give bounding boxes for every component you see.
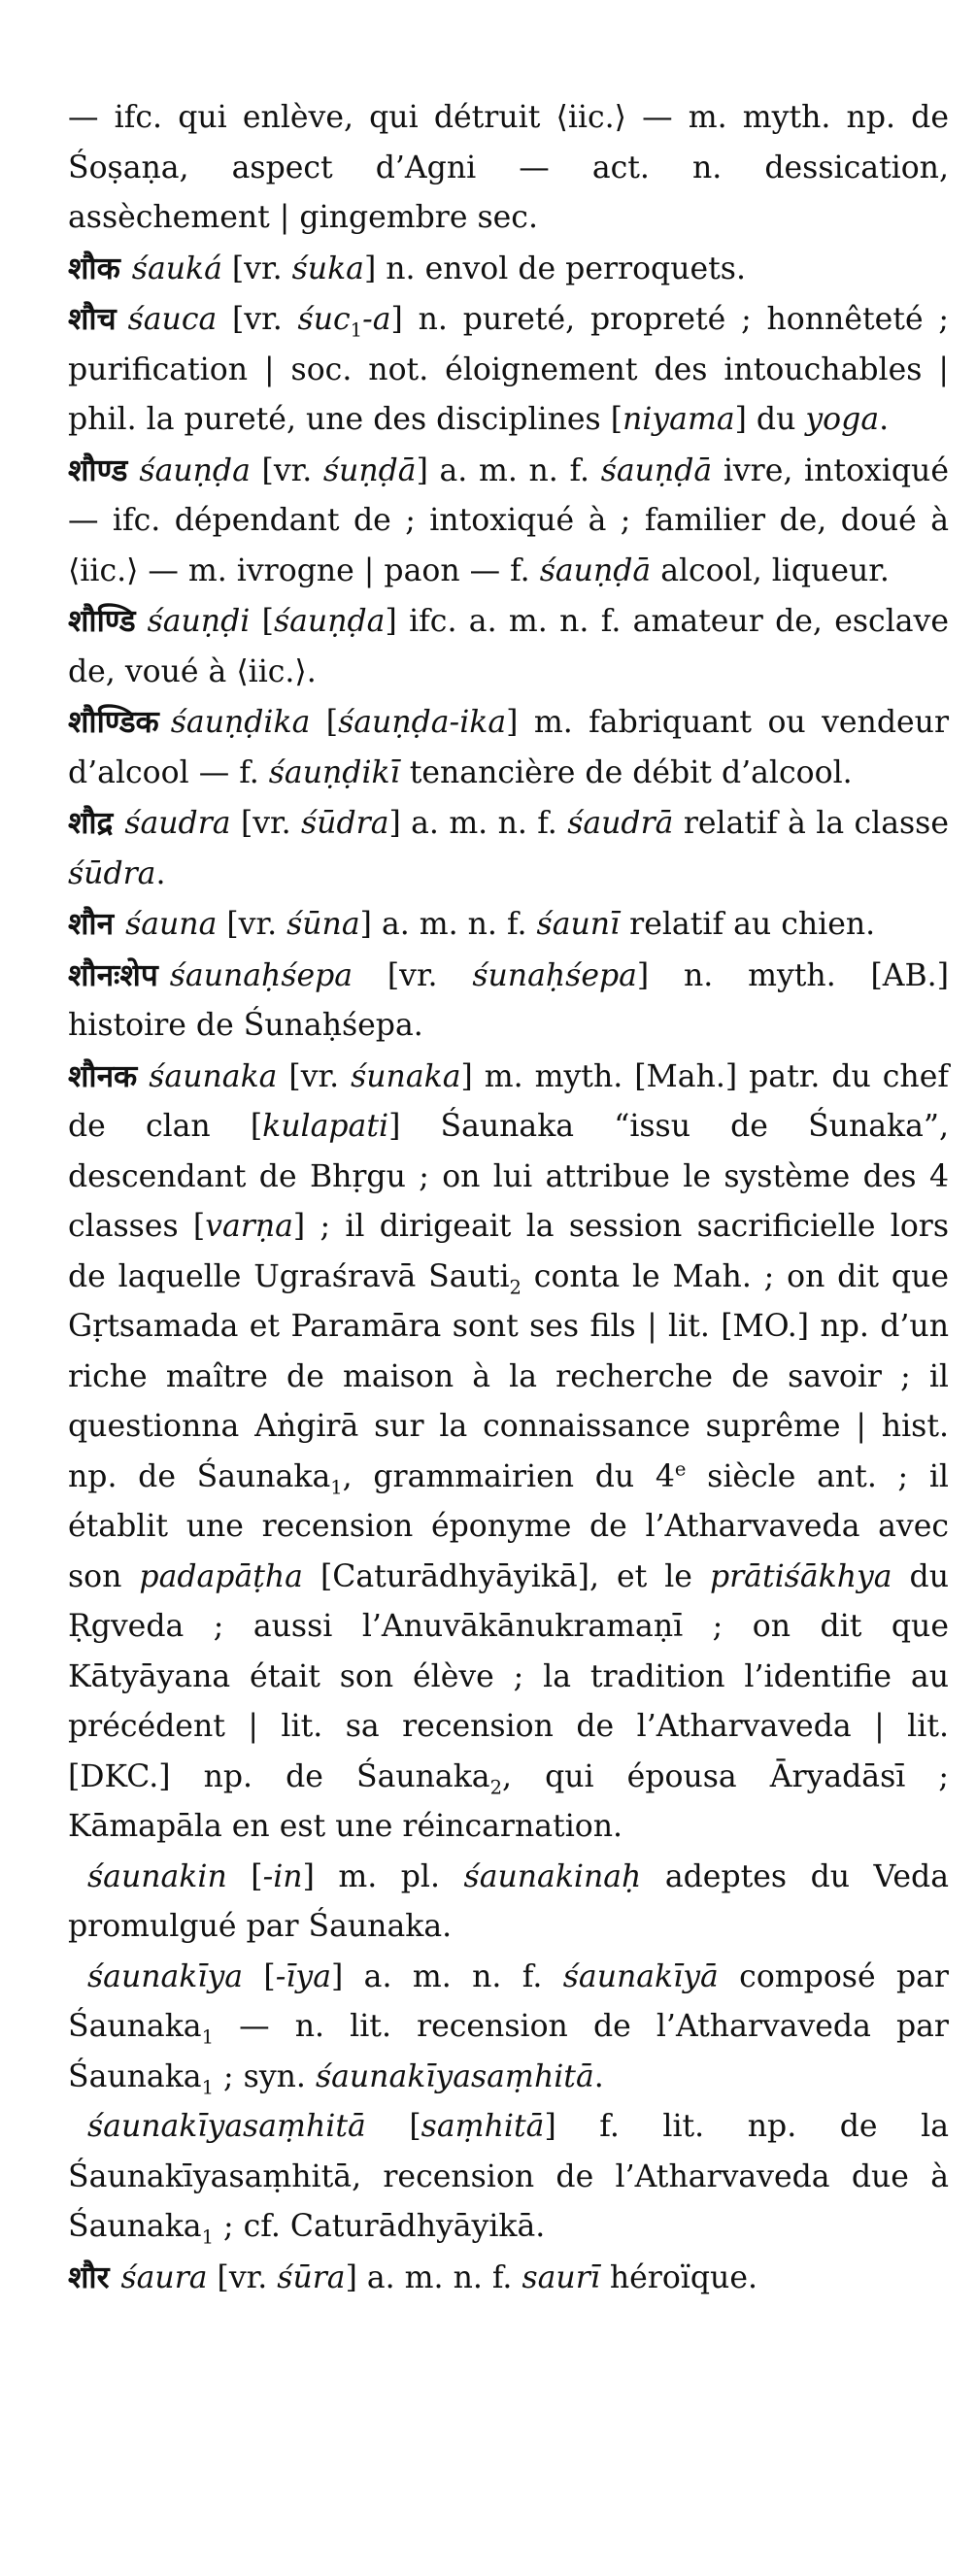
entry-text: [Caturādhyāyikā], et le [302, 1558, 710, 1594]
entry-headword-devanagari: शौण्डि [68, 603, 136, 639]
entry-text: conta le Mah. ; on dit que Gṛtsamada et Paramāra sont ses fils | lit. [MO.] np. d’un riche maître de maison à la recherche de savoir ; il questionna Aṅgirā sur la connaissance suprême | hist. np. de Śaunaka [68, 1258, 950, 1494]
italic-term: śuṇḍā [322, 452, 417, 488]
entry-text: [vr. [207, 2259, 278, 2295]
italic-term: saurī [522, 2259, 600, 2295]
italic-term: śauṇḍi [147, 604, 251, 639]
dictionary-entry [68, 951, 949, 1052]
italic-term: śaunaḥśepa [169, 957, 353, 993]
italic-term: śaunī [536, 907, 621, 942]
italic-term: śaunakīyā [562, 1958, 719, 1994]
entry-text: ] ; il dirigeait la session sacrificielle lors de laquelle Ugraśravā Sauti [68, 1209, 950, 1294]
italic-term: -īya [275, 1958, 332, 1994]
entry-text: ] a. m. n. f. [388, 806, 568, 841]
entry-text: — n. lit. recension de l’Atharvaveda par Śaunaka [68, 2009, 949, 2094]
entry-text: [ [226, 1858, 263, 1894]
italic-term: śaunakīya [87, 1958, 244, 1994]
entry-text: , grammairien du 4 [342, 1458, 675, 1494]
italic-term: yoga [805, 402, 880, 437]
subscript-index: 1 [201, 2025, 215, 2049]
dictionary-subentry [68, 1853, 949, 1953]
italic-term: śaunakīyasaṃhitā [315, 2058, 594, 2094]
entry-headword-devanagari: शौनक [68, 1057, 138, 1094]
entry-text: . [879, 402, 890, 437]
dictionary-entry [68, 596, 949, 697]
italic-term: śūdra [68, 855, 156, 891]
italic-term: śauṇḍā [539, 552, 652, 588]
italic-term: śauṇḍa-ika [338, 705, 507, 740]
dictionary-entry [68, 93, 949, 244]
italic-term: śaunakīyasaṃhitā [87, 2109, 366, 2144]
subscript-index: 2 [489, 1775, 502, 1798]
entry-text: [vr. [353, 957, 473, 993]
italic-term: śaudrā [567, 806, 674, 841]
entry-headword-devanagari: शौर [68, 2258, 110, 2295]
italic-term: prātiśākhya [709, 1558, 892, 1594]
italic-term: śunaka [351, 1058, 461, 1094]
entry-text: siècle ant. ; il établit une recension éponyme de l’Atharvaveda avec son [68, 1458, 949, 1594]
italic-term: śauna [125, 907, 218, 942]
entry-text: . [593, 2058, 604, 2094]
entry-text: ] f. lit. np. de la Śaunakīyasaṃhitā, recension de l’Atharvaveda due à Śaunaka [68, 2109, 949, 2244]
entry-text: héroïque. [599, 2259, 757, 2295]
italic-term: śauṇḍā [600, 452, 713, 488]
italic-term: śuc [297, 302, 351, 337]
entry-text: [ [310, 705, 339, 740]
entry-text: ] a. m. n. f. [416, 452, 601, 488]
italic-term: śauṇḍika [170, 705, 311, 740]
dictionary-entry [68, 294, 949, 446]
entry-text: — ifc. qui enlève, qui détruit ⟨iic.⟩ — m. myth. np. de Śoṣaṇa, aspect d’Agni — act. n. dessication, assèchement | gingembre sec. [68, 100, 949, 235]
entry-text: ] n. pureté, propreté ; honnêteté ; purification | soc. not. éloignement des intouchables | phil. la pureté, une des disciplines [ [68, 302, 949, 437]
entry-text: ] n. myth. [AB.] histoire de Śunaḥśepa. [68, 957, 949, 1043]
italic-term: -in [262, 1858, 303, 1894]
italic-term: śuka [291, 251, 364, 286]
entry-text: [ [365, 2109, 421, 2144]
entry-headword-devanagari: शौण्ड [68, 452, 128, 488]
italic-term: saṃhitā [421, 2109, 545, 2144]
dictionary-subentry [68, 2102, 949, 2253]
superscript: e [674, 1457, 687, 1480]
entry-text: ] a. m. n. f. [345, 2259, 522, 2295]
dictionary-entry [68, 446, 949, 597]
entry-headword-devanagari: शौद्र [68, 805, 114, 841]
italic-term: śauṇḍa [139, 452, 251, 488]
entry-text: . [155, 855, 166, 891]
entry-text: ] Śaunaka “issu de Śunaka”, descendant de Bhṛgu ; on lui attribue le système des 4 classes [ [68, 1109, 950, 1244]
italic-term: varṇa [205, 1209, 293, 1244]
subscript-index: 1 [201, 2225, 215, 2249]
entry-headword-devanagari: शौन [68, 906, 115, 942]
entry-text: [vr. [221, 251, 292, 286]
subscript-index: 2 [509, 1275, 522, 1298]
entry-headword-devanagari: शौक [68, 250, 120, 286]
entry-text: [vr. [250, 452, 323, 488]
entry-text: [vr. [277, 1058, 352, 1094]
italic-term: śūdra [301, 806, 389, 841]
entry-text: ] a. m. n. f. [359, 907, 537, 942]
entry-text: [ [250, 604, 274, 639]
entry-headword-devanagari: शौनःशेप [68, 956, 158, 993]
entry-text: , qui épousa Āryadāsī ; Kāmapāla en est une réincarnation. [68, 1758, 949, 1844]
italic-term: niyama [623, 402, 735, 437]
italic-term: kulapati [262, 1109, 389, 1144]
entry-headword-devanagari: शौच [68, 301, 117, 337]
dictionary-entry [68, 2253, 949, 2304]
entry-text: [vr. [230, 806, 302, 841]
entry-text: ; cf. Caturādhyāyikā. [214, 2209, 546, 2244]
italic-term: śauṇḍa [273, 604, 386, 639]
subscript-index: 1 [350, 318, 363, 342]
dictionary-entry [68, 899, 949, 951]
entry-text: ; syn. [214, 2058, 316, 2094]
entry-text: ] ifc. a. m. n. f. amateur de, esclave de, voué à ⟨iic.⟩. [68, 604, 949, 689]
entry-text: du Ṛgveda ; aussi l’Anuvākānukramaṇī ; on dit que Kātyāyana était son élève ; la tradition l’identifie au précédent | lit. sa recension de l’Atharvaveda | lit. [DKC.] np. de Śaunaka [68, 1558, 950, 1794]
entry-text: [vr. [217, 302, 298, 337]
dictionary-entry [68, 697, 949, 798]
entry-headword-devanagari: शौण्डिक [68, 704, 159, 740]
italic-term: śaura [120, 2259, 208, 2295]
entry-text: ] du [734, 402, 806, 437]
italic-term: śauca [127, 302, 218, 337]
entry-text: [vr. [217, 907, 287, 942]
italic-term: padapāṭha [139, 1558, 303, 1594]
entry-text: relatif à la classe [673, 806, 949, 841]
italic-term: śūna [286, 907, 360, 942]
dictionary-entry [68, 798, 949, 899]
entry-text: composé par Śaunaka [68, 1958, 949, 2044]
entry-text: alcool, liqueur. [651, 552, 890, 588]
entry-text: ] a. m. n. f. [331, 1958, 563, 1994]
entry-text: ] m. myth. [Mah.] patr. du chef de clan [ [68, 1058, 949, 1144]
entry-text: ] n. envol de perroquets. [363, 251, 746, 286]
italic-term: śaunakin [87, 1858, 227, 1894]
entry-text: tenancière de débit d’alcool. [399, 754, 853, 790]
entry-text: [ [243, 1958, 276, 1994]
italic-term: śunaḥśepa [472, 957, 637, 993]
italic-term: -a [362, 302, 391, 337]
italic-term: śauká [131, 251, 222, 286]
subscript-index: 1 [330, 1475, 343, 1498]
italic-term: śaunakinaḥ [463, 1858, 642, 1894]
italic-term: śauṇḍikī [268, 754, 400, 790]
italic-term: śaunaka [149, 1058, 278, 1094]
subscript-index: 1 [201, 2075, 215, 2098]
entry-text: relatif au chien. [620, 907, 876, 942]
dictionary-entry [68, 244, 949, 295]
entry-text: ] m. fabriquant ou vendeur d’alcool — f. [68, 705, 949, 790]
entry-text: ] m. pl. [302, 1858, 464, 1894]
dictionary-subentry [68, 1953, 949, 2103]
dictionary-entry [68, 1052, 949, 1853]
italic-term: śūra [277, 2259, 346, 2295]
italic-term: śaudra [124, 806, 231, 841]
entry-text: adeptes du Veda promulgué par Śaunaka. [68, 1858, 949, 1944]
entry-text: ivre, intoxiqué — ifc. dépendant de ; intoxiqué à ; familier de, doué à ⟨iic.⟩ — m. ivrogne | paon — f. [68, 452, 949, 588]
